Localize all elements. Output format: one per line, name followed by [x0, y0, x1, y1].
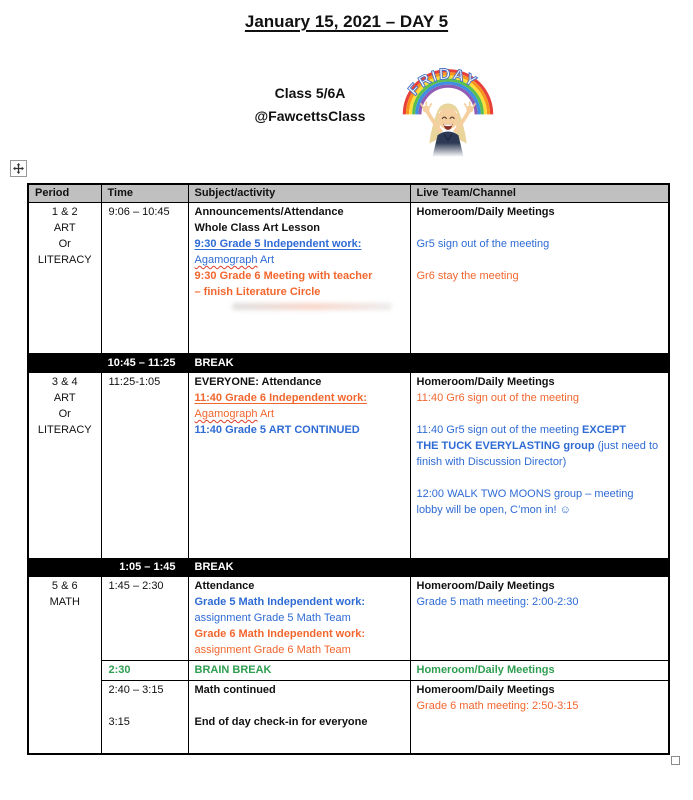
row-period-1-2 — [28, 203, 669, 354]
page-title: January 15, 2021 – DAY 5 — [244, 12, 449, 31]
faded-text-artifact — [232, 303, 392, 310]
live-team-cell[interactable]: Homeroom/Daily Meetings Gr5 sign out of the meeting Gr6 stay the meeting — [410, 203, 669, 354]
live-team-cell[interactable]: Homeroom/Daily Meetings Grade 5 math meeting: 2:00-2:30 — [410, 577, 669, 661]
break-label[interactable]: BREAK — [188, 354, 669, 373]
row-period-3-4 — [28, 373, 669, 559]
header-time: Time — [101, 184, 188, 203]
subject-cell[interactable]: EVERYONE: Attendance 11:40 Grade 6 Independent work: Agamograph Art 11:40 Grade 5 ART CONTINUED — [188, 373, 410, 559]
subject-cell[interactable]: BRAIN BREAK — [188, 661, 410, 681]
class-info — [205, 82, 415, 128]
time-cell[interactable]: 2:40 – 3:15 3:15 — [101, 681, 188, 754]
live-team-cell[interactable]: Homeroom/Daily Meetings Grade 6 math meeting: 2:50-3:15 — [410, 681, 669, 754]
break-row-2 — [28, 559, 669, 577]
row-period-5-6 — [28, 577, 669, 661]
break-row-1 — [28, 354, 669, 373]
subject-cell[interactable]: Announcements/Attendance Whole Class Art Lesson 9:30 Grade 5 Independent work: Agamograph Art 9:30 Grade 6 Meeting with teacher – finish Literature Circle — [188, 203, 410, 354]
class-handle: @FawcettsClass — [254, 108, 366, 124]
time-cell[interactable]: 1:45 – 2:30 — [101, 577, 188, 661]
move-cross-icon — [13, 163, 24, 174]
time-cell[interactable]: 9:06 – 10:45 — [101, 203, 188, 354]
break-label[interactable]: BREAK — [188, 559, 669, 577]
row-end-of-day — [28, 681, 669, 754]
live-team-cell[interactable]: Homeroom/Daily Meetings — [410, 661, 669, 681]
period-cell[interactable]: 1 & 2 ART Or LITERACY — [28, 203, 101, 354]
table-resize-handle[interactable] — [671, 756, 680, 765]
period-cell[interactable]: 3 & 4 ART Or LITERACY — [28, 373, 101, 559]
table-move-handle[interactable] — [10, 160, 27, 177]
sticker-label: FRIDAY — [405, 65, 481, 100]
header-live-team: Live Team/Channel — [410, 184, 669, 203]
header-subject: Subject/activity — [188, 184, 410, 203]
break-time[interactable]: 1:05 – 1:45 — [101, 559, 188, 577]
time-cell[interactable]: 2:30 — [101, 661, 188, 681]
class-name: Class 5/6A — [274, 85, 346, 101]
schedule-table — [27, 183, 670, 755]
break-period-cell[interactable] — [28, 559, 101, 577]
break-period-cell[interactable] — [28, 354, 101, 373]
break-time[interactable]: 10:45 – 11:25 — [101, 354, 188, 373]
period-cell[interactable]: 5 & 6 MATH — [28, 577, 101, 754]
brain-break-row — [28, 661, 669, 681]
cartoon-person-icon — [421, 102, 475, 157]
live-team-cell[interactable]: Homeroom/Daily Meetings 11:40 Gr6 sign out of the meeting 11:40 Gr5 sign out of the meeting EXCEPT THE TUCK EVERYLASTING group (just need to finish with Discussion Director) 12:00 WALK TWO MOONS group – meeting lobby will be open, C’mon in! ☺ — [410, 373, 669, 559]
friday-bitmoji-sticker — [396, 54, 500, 158]
time-cell[interactable]: 11:25-1:05 — [101, 373, 188, 559]
header-period: Period — [28, 184, 101, 203]
subject-cell[interactable]: Math continued End of day check-in for everyone — [188, 681, 410, 754]
subject-cell[interactable]: Attendance Grade 5 Math Independent work: assignment Grade 5 Math Team Grade 6 Math Independent work: assignment Grade 6 Math Team — [188, 577, 410, 661]
table-header-row — [28, 184, 669, 203]
